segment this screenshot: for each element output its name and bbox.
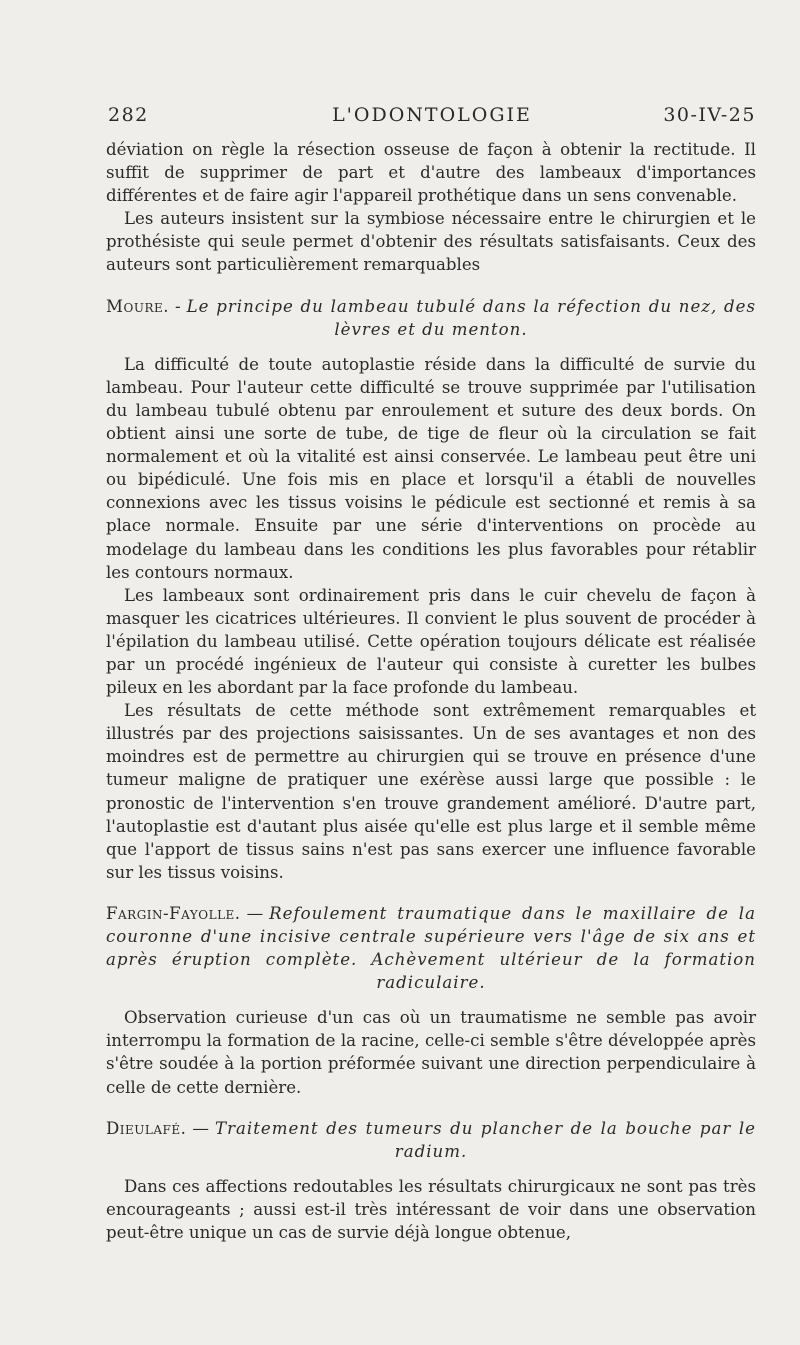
moure-paragraph-1: La difficulté de toute autoplastie réside dans la difficulté de survie du lambeau. Pour l'auteur cette difficulté se trouve supprimée par l'utilisation du lambeau tubulé obtenu par enroulement et suture des deux bords. On obtient ainsi une sorte de tube, de tige de fleur où la circulation se fait normalement et où la vitalité est ainsi conservée. Le lambeau peut être uni ou bipédiculé. Une fois mis en place et lorsqu'il a établi de nouvelles connexions avec les tissus voisins le pédicule est sectionné et remis à sa place normale. Ensuite par une série d'interventions on procède au modelage du lambeau dans les conditions les plus favorables pour rétablir les contours normaux.	[106, 354, 756, 582]
entry-heading-moure	[106, 295, 756, 341]
dieulafe-paragraph-1: Dans ces affections redoutables les résultats chirurgicaux ne sont pas très encourageants ; aussi est-il très intéressant de voir dans une observation peut-être unique un cas de survie déjà longue obtenue,	[106, 1176, 756, 1243]
entry-separator: —	[192, 1118, 210, 1138]
entry-heading-fargin-fayolle	[106, 902, 756, 994]
page-body	[106, 138, 756, 1244]
entry-heading-dieulafe	[106, 1117, 756, 1163]
issue-date: 30-IV-25	[663, 104, 756, 126]
journal-title: L'ODONTOLOGIE	[332, 104, 532, 126]
moure-paragraph-3: Les résultats de cette méthode sont extrêmement remarquables et illustrés par des projections saisissantes. Un de ses avantages et non des moindres est de permettre au chirurgien qui se trouve en présence d'une tumeur maligne de pratiquer une exérèse aussi large que possible : le pronostic de l'intervention s'en trouve grandement amélioré. D'autre part, l'autoplastie est d'autant plus aisée qu'elle est plus large et il semble même que l'apport de tissus sains n'est pas sans exercer une influence favorable sur les tissus voisins.	[106, 701, 756, 882]
entry-title: Traitement des tumeurs du plancher de la bouche par le radium.	[215, 1118, 756, 1161]
entry-title: Le principe du lambeau tubulé dans la réfection du nez, des lèvres et du menton.	[186, 296, 756, 339]
entry-title: Refoulement traumatique dans le maxillaire de la couronne d'une incisive centrale supérieure vers l'âge de six ans et après éruption complète. Achèvement ultérieur de la formation radiculaire.	[106, 903, 756, 993]
fargin-paragraph-1: Observation curieuse d'un cas où un traumatisme ne semble pas avoir interrompu la formation de la racine, celle-ci semble s'être développée après s'être soudée à la portion préformée suivant une direction perpendiculaire à celle de cette dernière.	[106, 1008, 756, 1097]
entry-author: Moure.	[106, 296, 170, 316]
entry-author: Fargin-Fayolle.	[106, 903, 241, 923]
running-header	[108, 104, 756, 132]
entry-author: Dieulafé.	[106, 1118, 187, 1138]
intro-paragraph-1: déviation on règle la résection osseuse de façon à obtenir la rectitude. Il suffit de supprimer de part et d'autre des lambeaux d'importances différentes et de faire agir l'appareil prothétique dans un sens convenable.	[106, 140, 756, 206]
page-number: 282	[108, 104, 149, 126]
entry-separator: -	[175, 296, 181, 316]
moure-paragraph-2: Les lambeaux sont ordinairement pris dans le cuir chevelu de façon à masquer les cicatrices ultérieures. Il convient le plus souvent de procéder à l'épilation du lambeau utilisé. Cette opération toujours délicate est réalisée par un procédé ingénieux de l'auteur qui consiste à curetter les bulbes pileux en les abordant par la face profonde du lambeau.	[106, 585, 756, 698]
intro-paragraph-2: Les auteurs insistent sur la symbiose nécessaire entre le chirurgien et le prothésiste qui seule permet d'obtenir des résultats satisfaisants. Ceux des auteurs sont particulièrement remarquables	[106, 209, 756, 275]
entry-separator: —	[246, 903, 264, 923]
